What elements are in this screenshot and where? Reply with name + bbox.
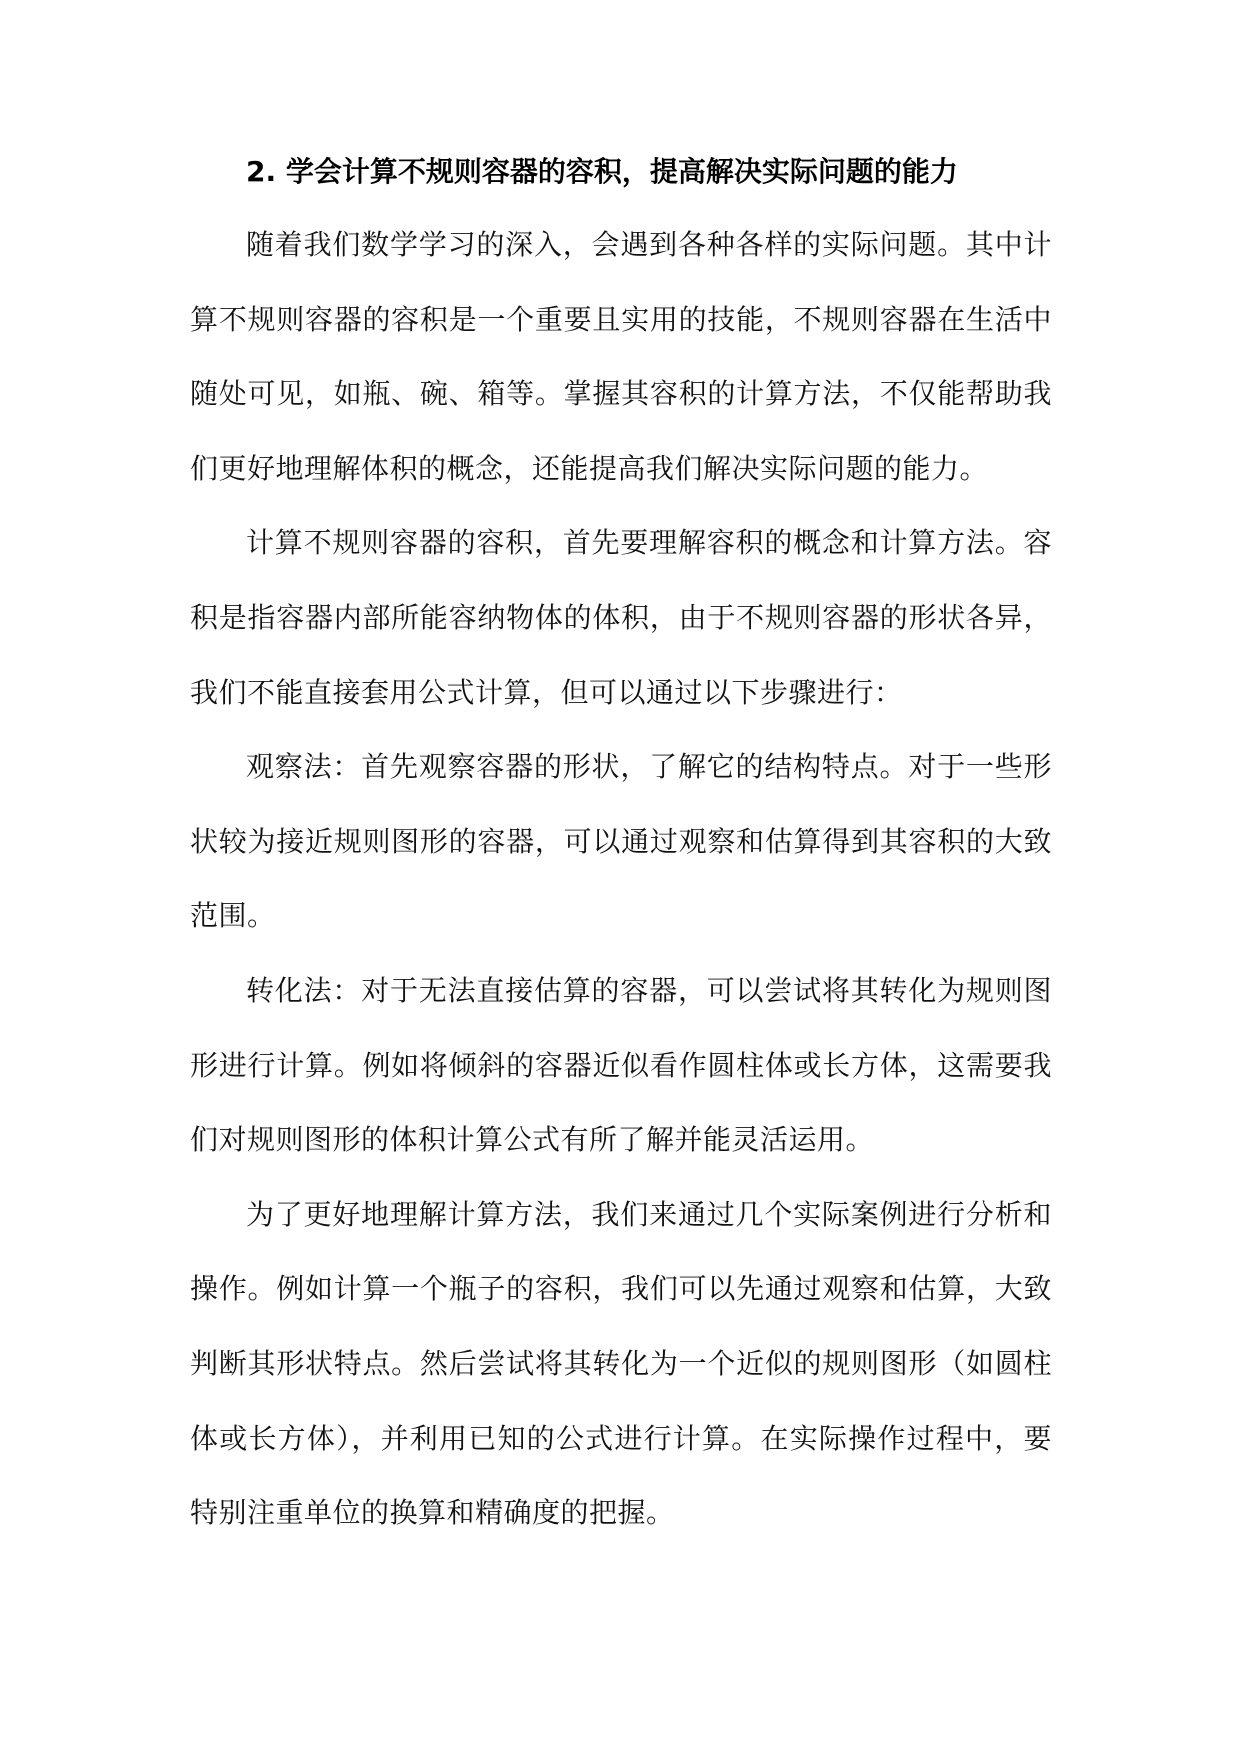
document-body (190, 150, 1052, 1551)
paragraph-observation-method: 观察法：首先观察容器的形状，了解它的结构特点。对于一些形状较为接近规则图形的容器，可以通过观察和估算得到其容积的大致范围。 (190, 750, 1052, 933)
paragraph-case-study: 为了更好地理解计算方法，我们来通过几个实际案例进行分析和操作。例如计算一个瓶子的容积，我们可以先通过观察和估算，大致判断其形状特点。然后尝试将其转化为一个近似的规则图形（如圆柱体或长方体），并利用已知的公式进行计算。在实际操作过程中，要特别注重单位的换算和精确度的把握。 (190, 1197, 1052, 1530)
paragraph-concept: 计算不规则容器的容积，首先要理解容积的概念和计算方法。容积是指容器内部所能容纳物体的体积，由于不规则容器的形状各异，我们不能直接套用公式计算，但可以通过以下步骤进行： (190, 526, 1052, 709)
paragraph-intro: 随着我们数学学习的深入，会遇到各种各样的实际问题。其中计算不规则容器的容积是一个重要且实用的技能，不规则容器在生活中随处可见，如瓶、碗、箱等。掌握其容积的计算方法，不仅能帮助我们更好地理解体积的概念，还能提高我们解决实际问题的能力。 (190, 228, 1052, 485)
paragraph-conversion-method: 转化法：对于无法直接估算的容器，可以尝试将其转化为规则图形进行计算。例如将倾斜的容器近似看作圆柱体或长方体，这需要我们对规则图形的体积计算公式有所了解并能灵活运用。 (190, 973, 1052, 1157)
section-heading: 2. 学会计算不规则容器的容积，提高解决实际问题的能力 (246, 155, 958, 188)
